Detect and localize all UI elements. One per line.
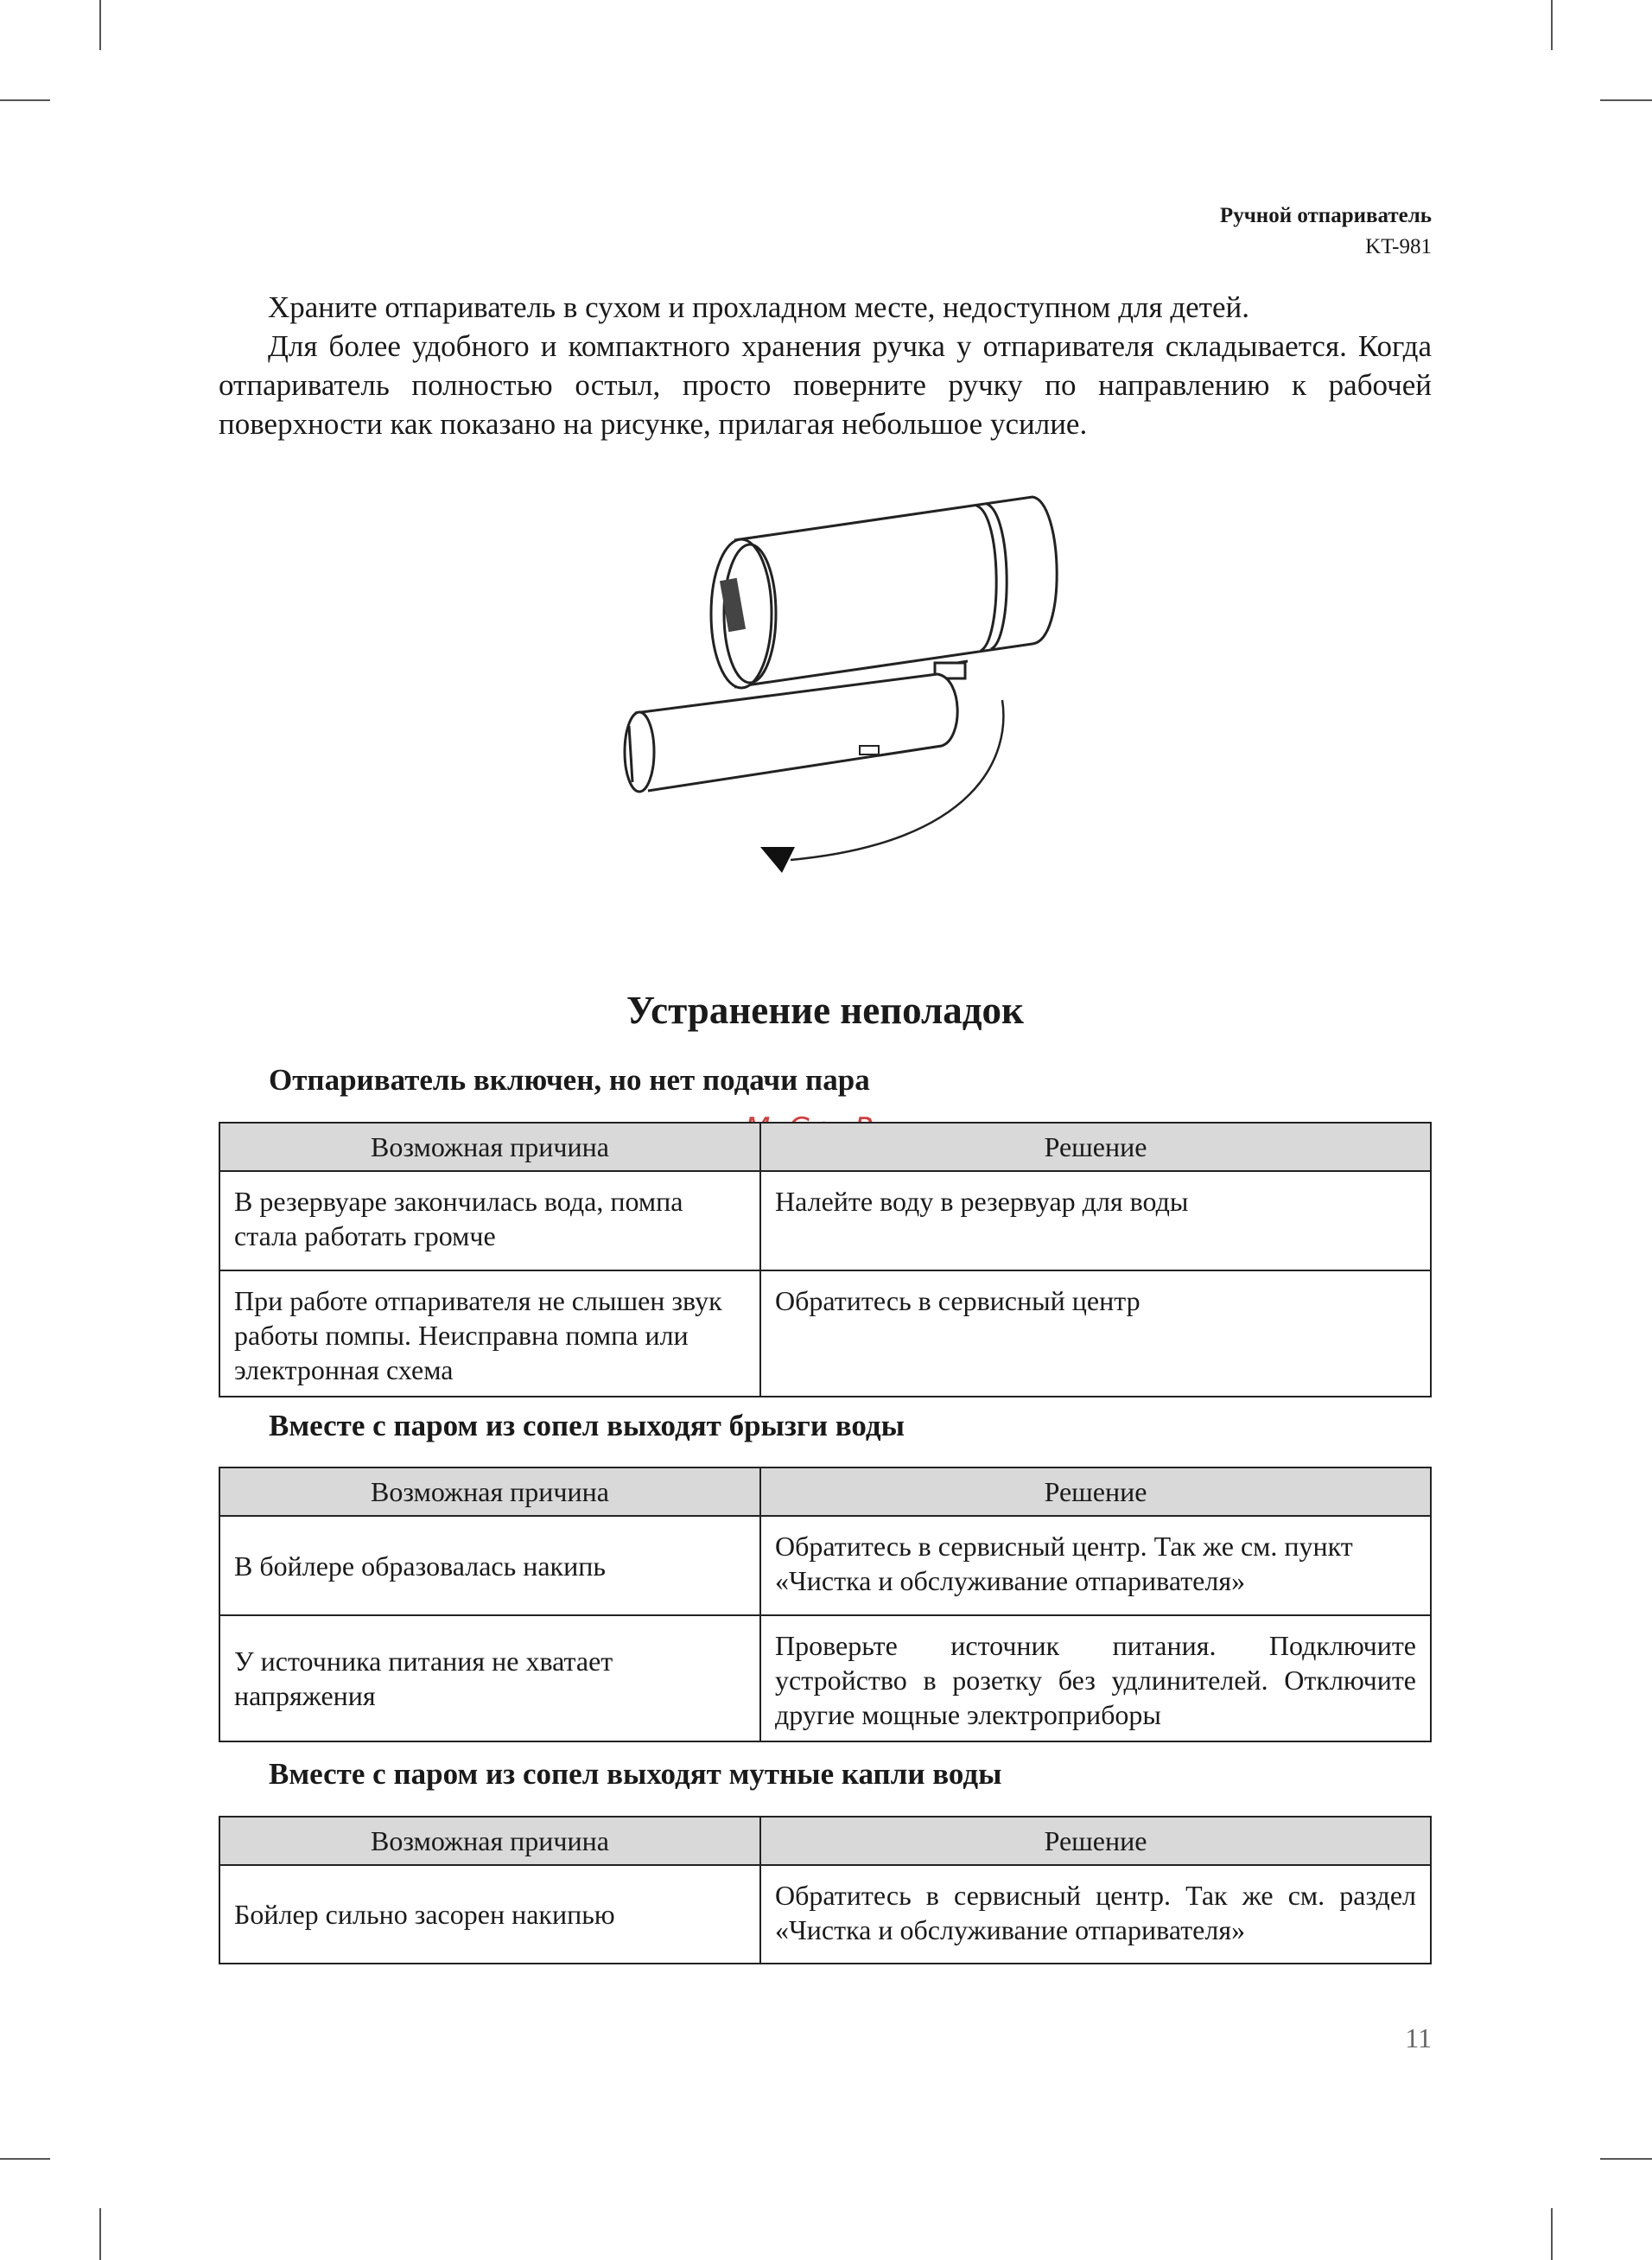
table-row <box>219 1865 1431 1964</box>
header-solution: Решение <box>760 1817 1431 1865</box>
cause-cell: При работе отпаривателя не слышен звук работы помпы. Неисправна помпа или электронная схема <box>219 1270 760 1397</box>
header-cause: Возможная причина <box>219 1123 760 1171</box>
cause-cell: В резервуаре закончилась вода, помпа стала работать громче <box>219 1171 760 1270</box>
page-number: 11 <box>1405 2022 1432 2053</box>
intro-text <box>219 288 1432 443</box>
header-model: KT-981 <box>1365 235 1432 258</box>
troubleshooting-table-3 <box>219 1816 1432 1964</box>
running-header <box>1220 201 1432 263</box>
crop-mark <box>1600 99 1652 101</box>
troubleshooting-table-1 <box>219 1122 1432 1397</box>
header-solution: Решение <box>760 1123 1431 1171</box>
steamer-body <box>734 497 1057 687</box>
crop-mark <box>99 0 101 50</box>
cause-cell: Бойлер сильно засорен накипью <box>219 1865 760 1964</box>
solution-cell: Проверьте источник питания. Подключите устройство в розетку без удлинителей. Отключите другие мощные электроприборы <box>760 1615 1431 1741</box>
table-2-subtitle: Вместе с паром из сопел выходят брызги воды <box>269 1409 905 1442</box>
crop-mark <box>0 2158 50 2160</box>
table-row <box>219 1270 1431 1397</box>
section-title: Устранение неполадок <box>626 989 1024 1032</box>
solution-cell: Обратитесь в сервисный центр. Так же см. пункт «Чистка и обслуживание отпаривателя» <box>760 1516 1431 1615</box>
table-header-row <box>219 1123 1431 1171</box>
header-cause: Возможная причина <box>219 1817 760 1865</box>
table-1-subtitle: Отпариватель включен, но нет подачи пара <box>269 1063 870 1097</box>
table-3-subtitle: Вместе с паром из сопел выходят мутные капли воды <box>269 1757 1002 1791</box>
crop-mark <box>1551 0 1553 50</box>
arrow-head <box>760 847 795 873</box>
crop-mark <box>0 99 50 101</box>
cause-cell: В бойлере образовалась накипь <box>219 1516 760 1615</box>
crop-mark <box>1600 2158 1652 2160</box>
table-row <box>219 1171 1431 1270</box>
table-row <box>219 1615 1431 1741</box>
steamer-handle <box>635 674 957 791</box>
table-row <box>219 1516 1431 1615</box>
intro-paragraph-1: Храните отпариватель в сухом и прохладном месте, недоступном для детей. <box>268 290 1249 324</box>
header-title: Ручной отпариватель <box>1219 204 1432 227</box>
table-header-row <box>219 1467 1431 1516</box>
solution-cell: Налейте воду в резервуар для воды <box>760 1171 1431 1270</box>
header-cause: Возможная причина <box>219 1467 760 1516</box>
steamer-folding-illustration <box>596 480 1089 886</box>
crop-mark <box>1551 2208 1553 2260</box>
table-header-row <box>219 1817 1431 1865</box>
troubleshooting-table-2 <box>219 1467 1432 1742</box>
solution-cell: Обратитесь в сервисный центр <box>760 1270 1431 1397</box>
solution-cell: Обратитесь в сервисный центр. Так же см. раздел «Чистка и обслуживание отпаривателя» <box>760 1865 1431 1964</box>
cause-cell: У источника питания не хватает напряжения <box>219 1615 760 1741</box>
intro-paragraph-2: Для более удобного и компактного хранения ручка у отпаривателя складывается. Когда отпариватель полностью остыл, просто поверните ручку по направлению к рабочей поверхности как показано на рисунке, прилагая небольшое усилие. <box>219 329 1432 441</box>
header-solution: Решение <box>760 1467 1431 1516</box>
crop-mark <box>99 2208 101 2260</box>
